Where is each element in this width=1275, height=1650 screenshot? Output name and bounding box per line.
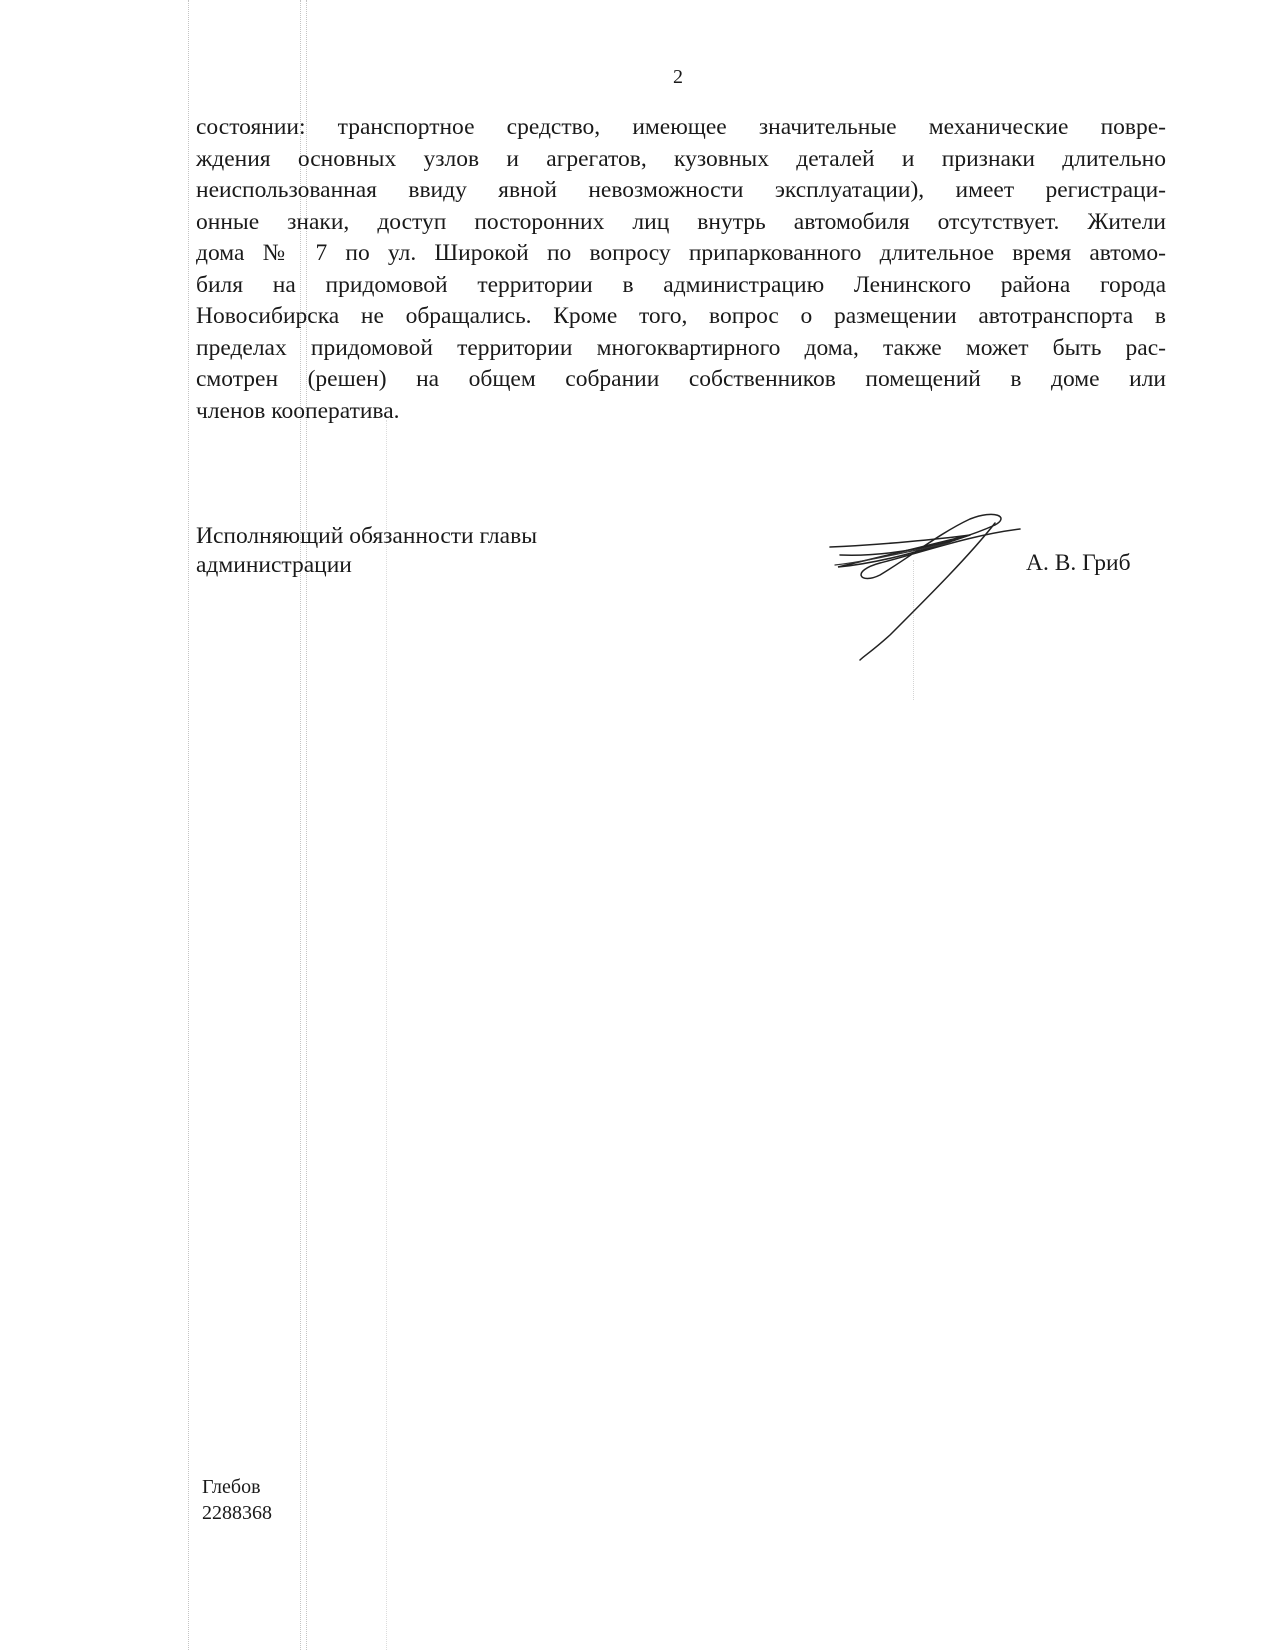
body-line: дома № 7 по ул. Широкой по вопросу припаркованного длительное время автомо- [196, 240, 1166, 266]
body-line: состоянии: транспортное средство, имеющее значительные механические повре- [196, 114, 1166, 140]
signatory-name: А. В. Гриб [1026, 550, 1131, 576]
body-line: ждения основных узлов и агрегатов, кузовных деталей и признаки длительно [196, 145, 1166, 172]
page-number: 2 [673, 66, 683, 88]
scan-artifact-line [188, 0, 189, 1650]
signatory-position-line: администрации [196, 552, 352, 578]
body-line: неиспользованная ввиду явной невозможности эксплуатации), имеет регистраци- [196, 177, 1166, 203]
body-line: онные знаки, доступ посторонних лиц внутрь автомобиля отсутствует. Жители [196, 208, 1166, 235]
handwritten-signature [820, 505, 1050, 665]
body-line: смотрен (решен) на общем собрании собственников помещений в доме или [196, 366, 1166, 392]
letter-body [196, 112, 1166, 427]
body-line: членов кооператива. [196, 397, 400, 424]
signatory-position [196, 522, 537, 580]
executor-name: Глебов [202, 1476, 261, 1498]
body-line: пределах придомовой территории многоквартирного дома, также может быть рас- [196, 334, 1166, 361]
body-line: биля на придомовой территории в администрацию Ленинского района города [196, 271, 1166, 298]
executor-info [202, 1474, 272, 1526]
scan-artifact-line [386, 420, 387, 1650]
executor-phone: 2288368 [202, 1502, 272, 1524]
body-line: Новосибирска не обращались. Кроме того, вопрос о размещении автотранспорта в [196, 303, 1166, 329]
signatory-position-line: Исполняющий обязанности главы [196, 523, 537, 549]
